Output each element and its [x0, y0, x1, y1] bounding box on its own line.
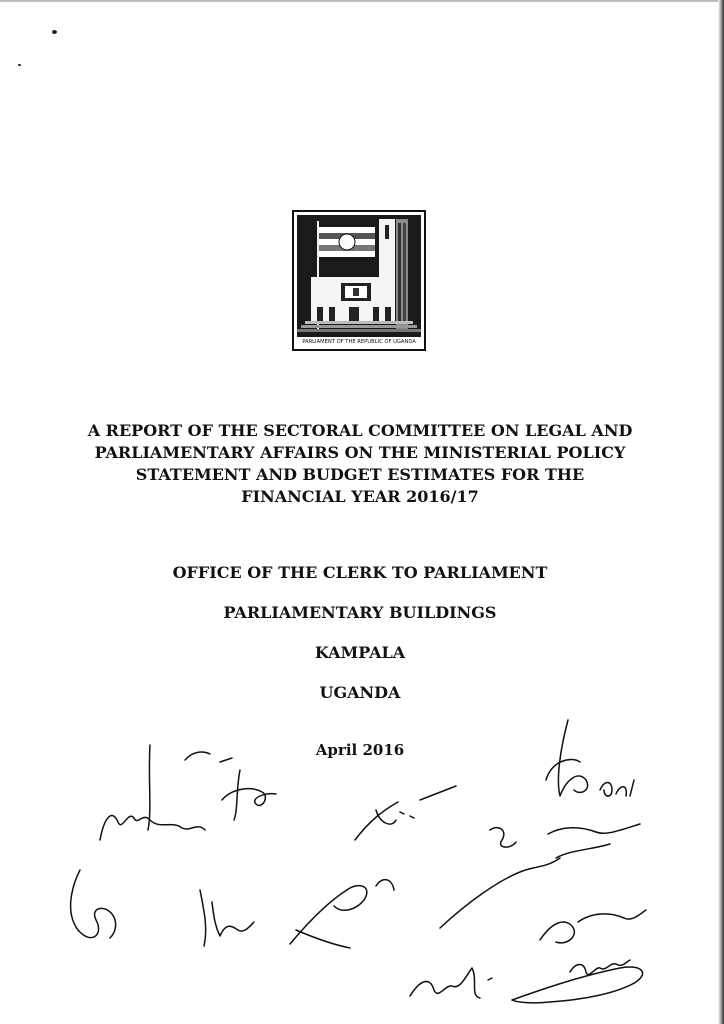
buildings-line: PARLIAMENTARY BUILDINGS [223, 603, 497, 622]
signature [200, 890, 254, 946]
city-line: KAMPALA [314, 643, 406, 662]
signature [185, 752, 232, 762]
office-line: OFFICE OF THE CLERK TO PARLIAMENT [172, 563, 548, 582]
scan-edge-top [0, 0, 724, 2]
signature [546, 720, 588, 796]
country-line: UGANDA [319, 683, 401, 702]
signature [540, 910, 646, 943]
committee-signatures [0, 700, 724, 1024]
signature [440, 824, 640, 928]
signature [71, 870, 116, 938]
signature [355, 786, 456, 840]
title-line: STATEMENT AND BUDGET ESTIMATES FOR THE [135, 465, 585, 484]
signature [100, 745, 205, 840]
scan-speck [18, 64, 21, 66]
title-line: PARLIAMENTARY AFFAIRS ON THE MINISTERIAL POLICY [94, 443, 626, 462]
title-line: A REPORT OF THE SECTORAL COMMITTEE ON LEGAL AND [87, 421, 633, 440]
logo-caption: PARLIAMENT OF THE REPUBLIC OF UGANDA [302, 339, 416, 345]
parliament-building-icon [297, 215, 421, 337]
report-title [60, 420, 660, 508]
parliament-logo [292, 210, 426, 351]
scan-speck [52, 30, 57, 34]
signature [512, 967, 643, 1003]
title-line: FINANCIAL YEAR 2016/17 [241, 487, 479, 506]
signature [490, 828, 516, 847]
signature [290, 880, 394, 948]
signature [410, 968, 492, 998]
signature [222, 770, 276, 820]
date-line: April 2016 [315, 741, 405, 759]
signature [600, 780, 634, 796]
